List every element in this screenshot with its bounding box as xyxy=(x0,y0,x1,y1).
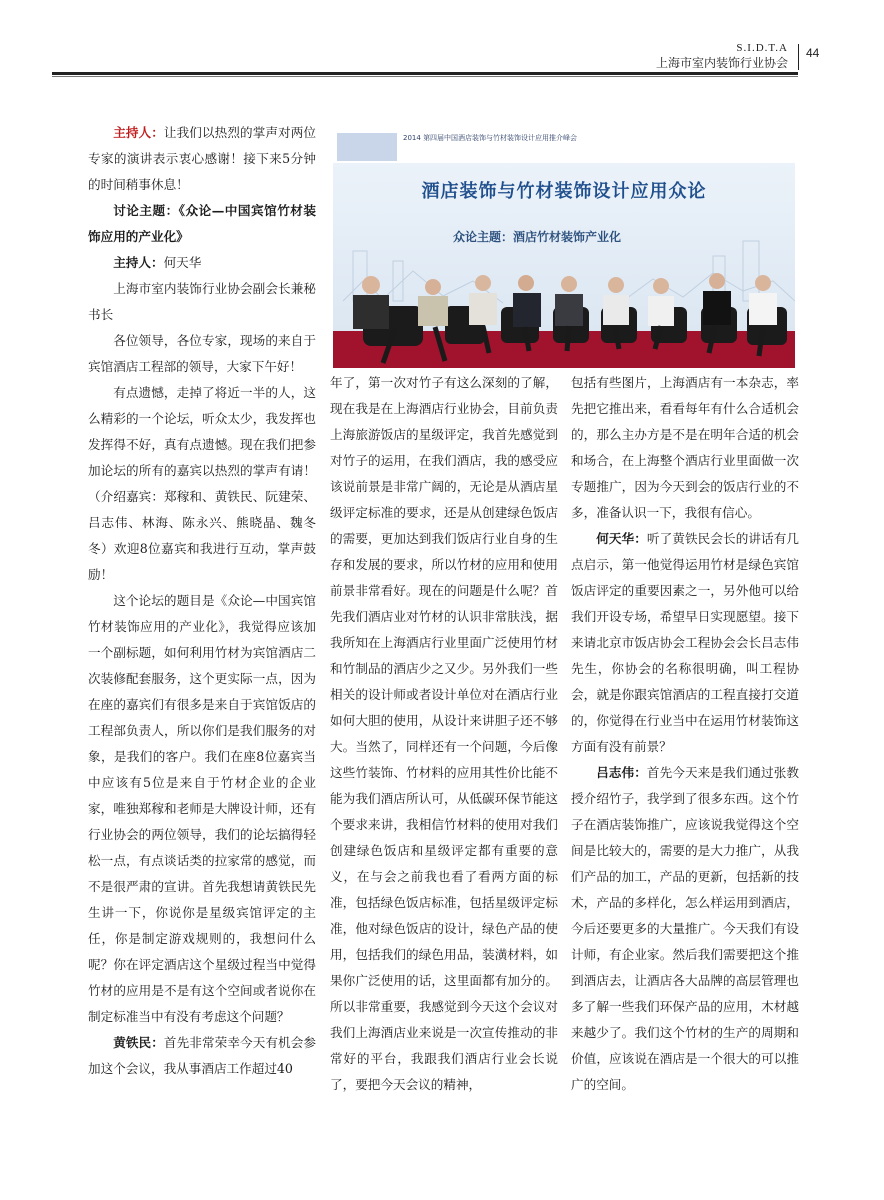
page-number: 44 xyxy=(806,46,820,60)
speaker-paragraph xyxy=(571,526,799,760)
banner-title: 酒店装饰与竹材装饰设计应用众论 xyxy=(421,181,707,202)
banner-logo-text xyxy=(403,134,577,143)
speaker-label: 吕志伟： xyxy=(596,765,647,780)
column-1 xyxy=(88,120,316,1082)
column-2 xyxy=(330,370,558,1098)
paragraph: 这个论坛的题目是《众论—中国宾馆竹材装饰应用的产业化》，我觉得应该加一个副标题，如何利用竹材为宾馆酒店二次装修配套服务，这个更实际一点，因为在座的嘉宾们有很多是来自于宾馆饭店的工程部负责人，所以你们是我们服务的对象，是我们的客户。我们在座8位嘉宾当中应该有5位是来自于竹材企业的企业家，唯独郑稼和老师是大牌设计师，还有行业协会的两位领导，我们的论坛搞得轻松一点，有点谈话类的拉家常的感觉，而不是很严肃的宣讲。首先我想请黄铁民先生讲一下，你说你是星级宾馆评定的主任，你是制定游戏规则的，我想问什么呢？你在评定酒店这个星级过程当中觉得竹材的应用是不是有这个空间或者说你在制定标准当中有没有考虑这个问题？ xyxy=(88,593,316,1024)
header-rule-thin xyxy=(52,76,798,77)
stage-scene xyxy=(333,131,795,368)
speaker-label: 何天华： xyxy=(596,531,647,546)
host-intro-paragraph xyxy=(88,120,316,198)
paragraph-text: 首先非常荣幸今天有机会参加这个会议，我从事酒店工作超过40 xyxy=(88,1035,317,1076)
speaker-paragraph xyxy=(88,1030,316,1082)
banner-logo-year: 2014 xyxy=(403,134,421,142)
paragraph: 有点遗憾，走掉了将近一半的人，这么精彩的一个论坛，听众太少，我发挥也发挥得不好，真有点遗憾。现在我们把参加论坛的所有的嘉宾以热烈的掌声有请！（介绍嘉宾：郑稼和、黄铁民、阮建荣、吕志伟、林海、陈永兴、熊晓晶、魏冬冬）欢迎8位嘉宾和我进行互动，掌声鼓励！ xyxy=(88,385,316,582)
header-org-cn: 上海市室内装饰行业协会 xyxy=(655,56,788,70)
host-title: 上海市室内装饰行业协会副会长兼秘书长 xyxy=(88,281,316,322)
header-rule xyxy=(52,72,798,75)
host-label: 主持人： xyxy=(113,255,164,270)
paragraph-text: 让我们以热烈的掌声对两位专家的演讲表示衷心感谢！接下来5分钟的时间稍事休息！ xyxy=(88,125,317,192)
paragraph: 包括有些图片，上海酒店有一本杂志，率先把它推出来，看看每年有什么合适机会的，那么主办方是不是在明年合适的机会和场合，在上海整个酒店行业里面做一次专题推广，因为今天到会的饭店行业的不多，准备认识一下，我很有信心。 xyxy=(571,375,799,520)
host-line xyxy=(88,250,316,276)
host-name: 何天华 xyxy=(163,255,202,270)
banner-logo-caption: 第四届中国酒店装饰与竹材装饰设计应用推介峰会 xyxy=(423,134,578,142)
speaker-label: 主持人： xyxy=(113,125,164,140)
banner-subtitle: 众论主题：酒店竹材装饰产业化 xyxy=(453,230,622,244)
paragraph: 年了，第一次对竹子有这么深刻的了解，现在我是在上海酒店行业协会，目前负责上海旅游饭店的星级评定，我首先感觉到对竹子的运用，在我们酒店，我的感受应该说前景是非常广阔的，无论是从酒店星级评定标准的要求，还是从创建绿色饭店的需要，更加达到我们饭店行业自身的生存和发展的要求，所以竹材的应用和使用前景非常看好。现在的问题是什么呢？首先我们酒店业对竹材的认识非常肤浅，据我所知在上海酒店行业里面广泛使用竹材和竹制品的酒店少之又少。另外我们一些相关的设计师或者设计单位对在酒店行业如何大胆的使用，从设计来讲胆子还不够大。当然了，同样还有一个问题，今后像这些竹装饰、竹材料的应用其性价比能不能为我们酒店所认可，从低碳环保节能这个要求来讲，我相信竹材料的使用对我们创建绿色饭店和星级评定都有重要的意义，在与会之前我也看了看两方面的标准，包括绿色饭店标准，包括星级评定标准，他对绿色饭店的设计，绿色产品的使用，包括我们的绿色用品，装潢材料，如果你广泛使用的话，这里面都有加分的。所以非常重要，我感觉到今天这个会议对我们上海酒店业来说是一次宣传推动的非常好的平台，我跟我们酒店行业会长说了，要把今天会议的精神， xyxy=(330,375,558,1092)
speaker-paragraph xyxy=(571,760,799,1098)
header-org-en: S.I.D.T.A xyxy=(736,42,788,54)
page-header xyxy=(0,38,884,78)
speaker-label: 黄铁民： xyxy=(113,1035,164,1050)
paragraph-text: 听了黄铁民会长的讲话有几点启示，第一他觉得运用竹材是绿色宾馆饭店评定的重要因素之一，另外他可以给我们开设专场，希望早日实现愿望。接下来请北京市饭店协会工程协会会长吕志伟先生，你协会的名称很明确，叫工程协会，就是你跟宾馆酒店的工程直接打交道的，你觉得在行业当中在运用竹材装饰这方面有没有前景？ xyxy=(571,531,800,754)
topic-heading: 讨论主题：《众论—中国宾馆竹材装饰应用的产业化》 xyxy=(88,203,316,244)
paragraph-text: 首先今天来是我们通过张教授介绍竹子，我学到了很多东西。这个竹子在酒店装饰推广，应该说我觉得这个空间是比较大的，需要的是大力推广，从我们产品的加工，产品的更新，包括新的技术，产品的多样化，怎么样运用到酒店，今后还要更多的大量推广。今天我们有设计师，有企业家。然后我们需要把这个推到酒店去，让酒店各大品牌的高层管理也多了解一些我们环保产品的应用，木材越来越少了。我们这个竹材的生产的周期和价值，应该说在酒店是一个很大的可以推广的空间。 xyxy=(571,765,800,1092)
column-3 xyxy=(571,370,799,1098)
paragraph: 各位领导，各位专家，现场的来自于宾馆酒店工程部的领导，大家下午好！ xyxy=(88,333,316,374)
header-divider xyxy=(798,44,799,70)
forum-photo xyxy=(333,131,795,368)
